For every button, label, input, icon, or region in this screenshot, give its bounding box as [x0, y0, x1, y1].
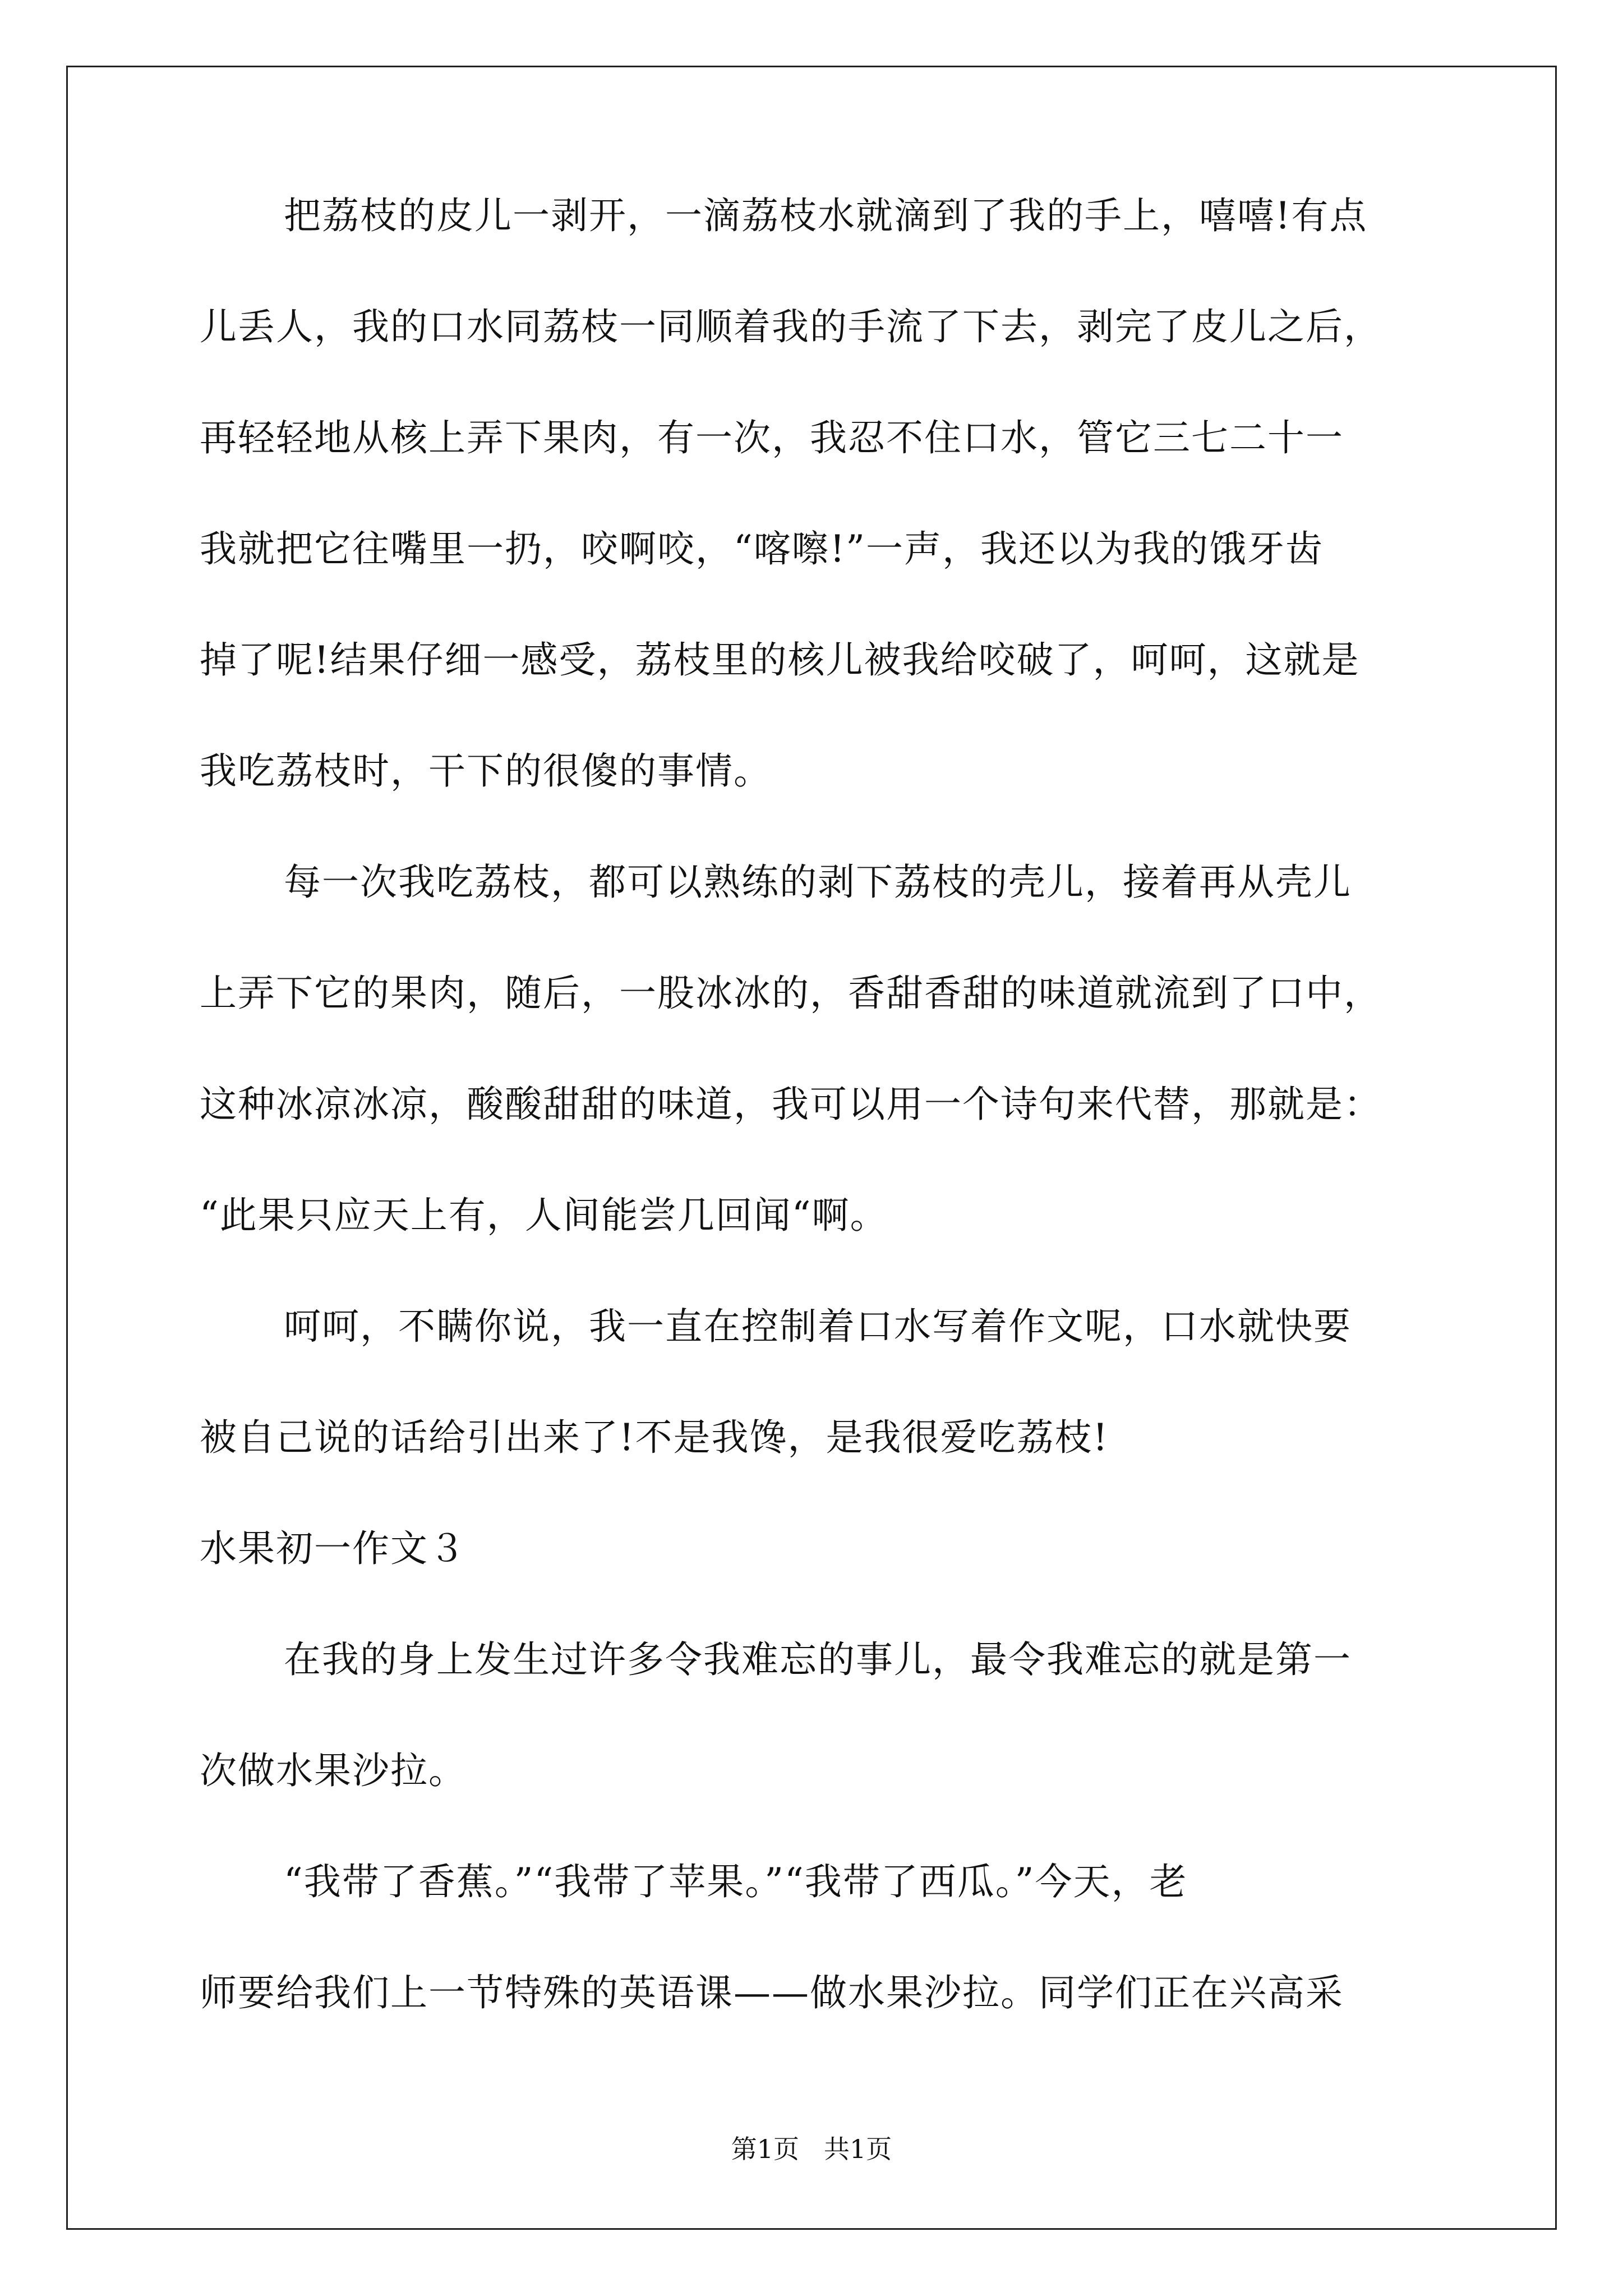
section-heading: 水果初一作文３ [200, 1527, 467, 1570]
text-line: 我吃荔枝时，干下的很傻的事情。 [200, 749, 772, 793]
text-line: “此果只应天上有，人间能尝几回闻“啊。 [200, 1194, 888, 1237]
document-body [200, 194, 1433, 2086]
text-line: 每一次我吃荔枝，都可以熟练的剥下荔枝的壳儿，接着再从壳儿 [284, 861, 1352, 904]
text-line: 在我的身上发生过许多令我难忘的事儿，最令我难忘的就是第一 [284, 1638, 1352, 1681]
text-line: 上弄下它的果肉，随后，一股冰冰的，香甜香甜的味道就流到了口中， [200, 972, 1382, 1015]
text-line: 师要给我们上一节特殊的英语课——做水果沙拉。同学们正在兴高采 [200, 1971, 1344, 2014]
text-line: 儿丢人，我的口水同荔枝一同顺着我的手流了下去，剥完了皮儿之后， [200, 305, 1382, 348]
text-line: 这种冰凉冰凉，酸酸甜甜的味道，我可以用一个诗句来代替，那就是： [200, 1083, 1382, 1126]
text-line: 再轻轻地从核上弄下果肉，有一次，我忍不住口水，管它三七二十一 [200, 416, 1344, 459]
text-line: 我就把它往嘴里一扔，咬啊咬，“喀嚓!”一声，我还以为我的饿牙齿 [200, 527, 1324, 570]
page-total: 共1页 [823, 2134, 892, 2164]
text-line: 呵呵，不瞒你说，我一直在控制着口水写着作文呢，口水就快要 [284, 1305, 1352, 1348]
text-line: 掉了呢!结果仔细一感受，荔枝里的核儿被我给咬破了，呵呵，这就是 [200, 638, 1360, 682]
page-footer [0, 2136, 1623, 2162]
text-line: 把荔枝的皮儿一剥开，一滴荔枝水就滴到了我的手上，嘻嘻!有点 [284, 194, 1368, 237]
text-line: 被自己说的话给引出来了!不是我馋，是我很爱吃荔枝! [200, 1416, 1109, 1459]
text-line: 次做水果沙拉。 [200, 1749, 467, 1792]
text-line: “我带了香蕉。”“我带了苹果。”“我带了西瓜。”今天，老 [284, 1860, 1188, 1903]
page-number: 第1页 [731, 2134, 800, 2164]
